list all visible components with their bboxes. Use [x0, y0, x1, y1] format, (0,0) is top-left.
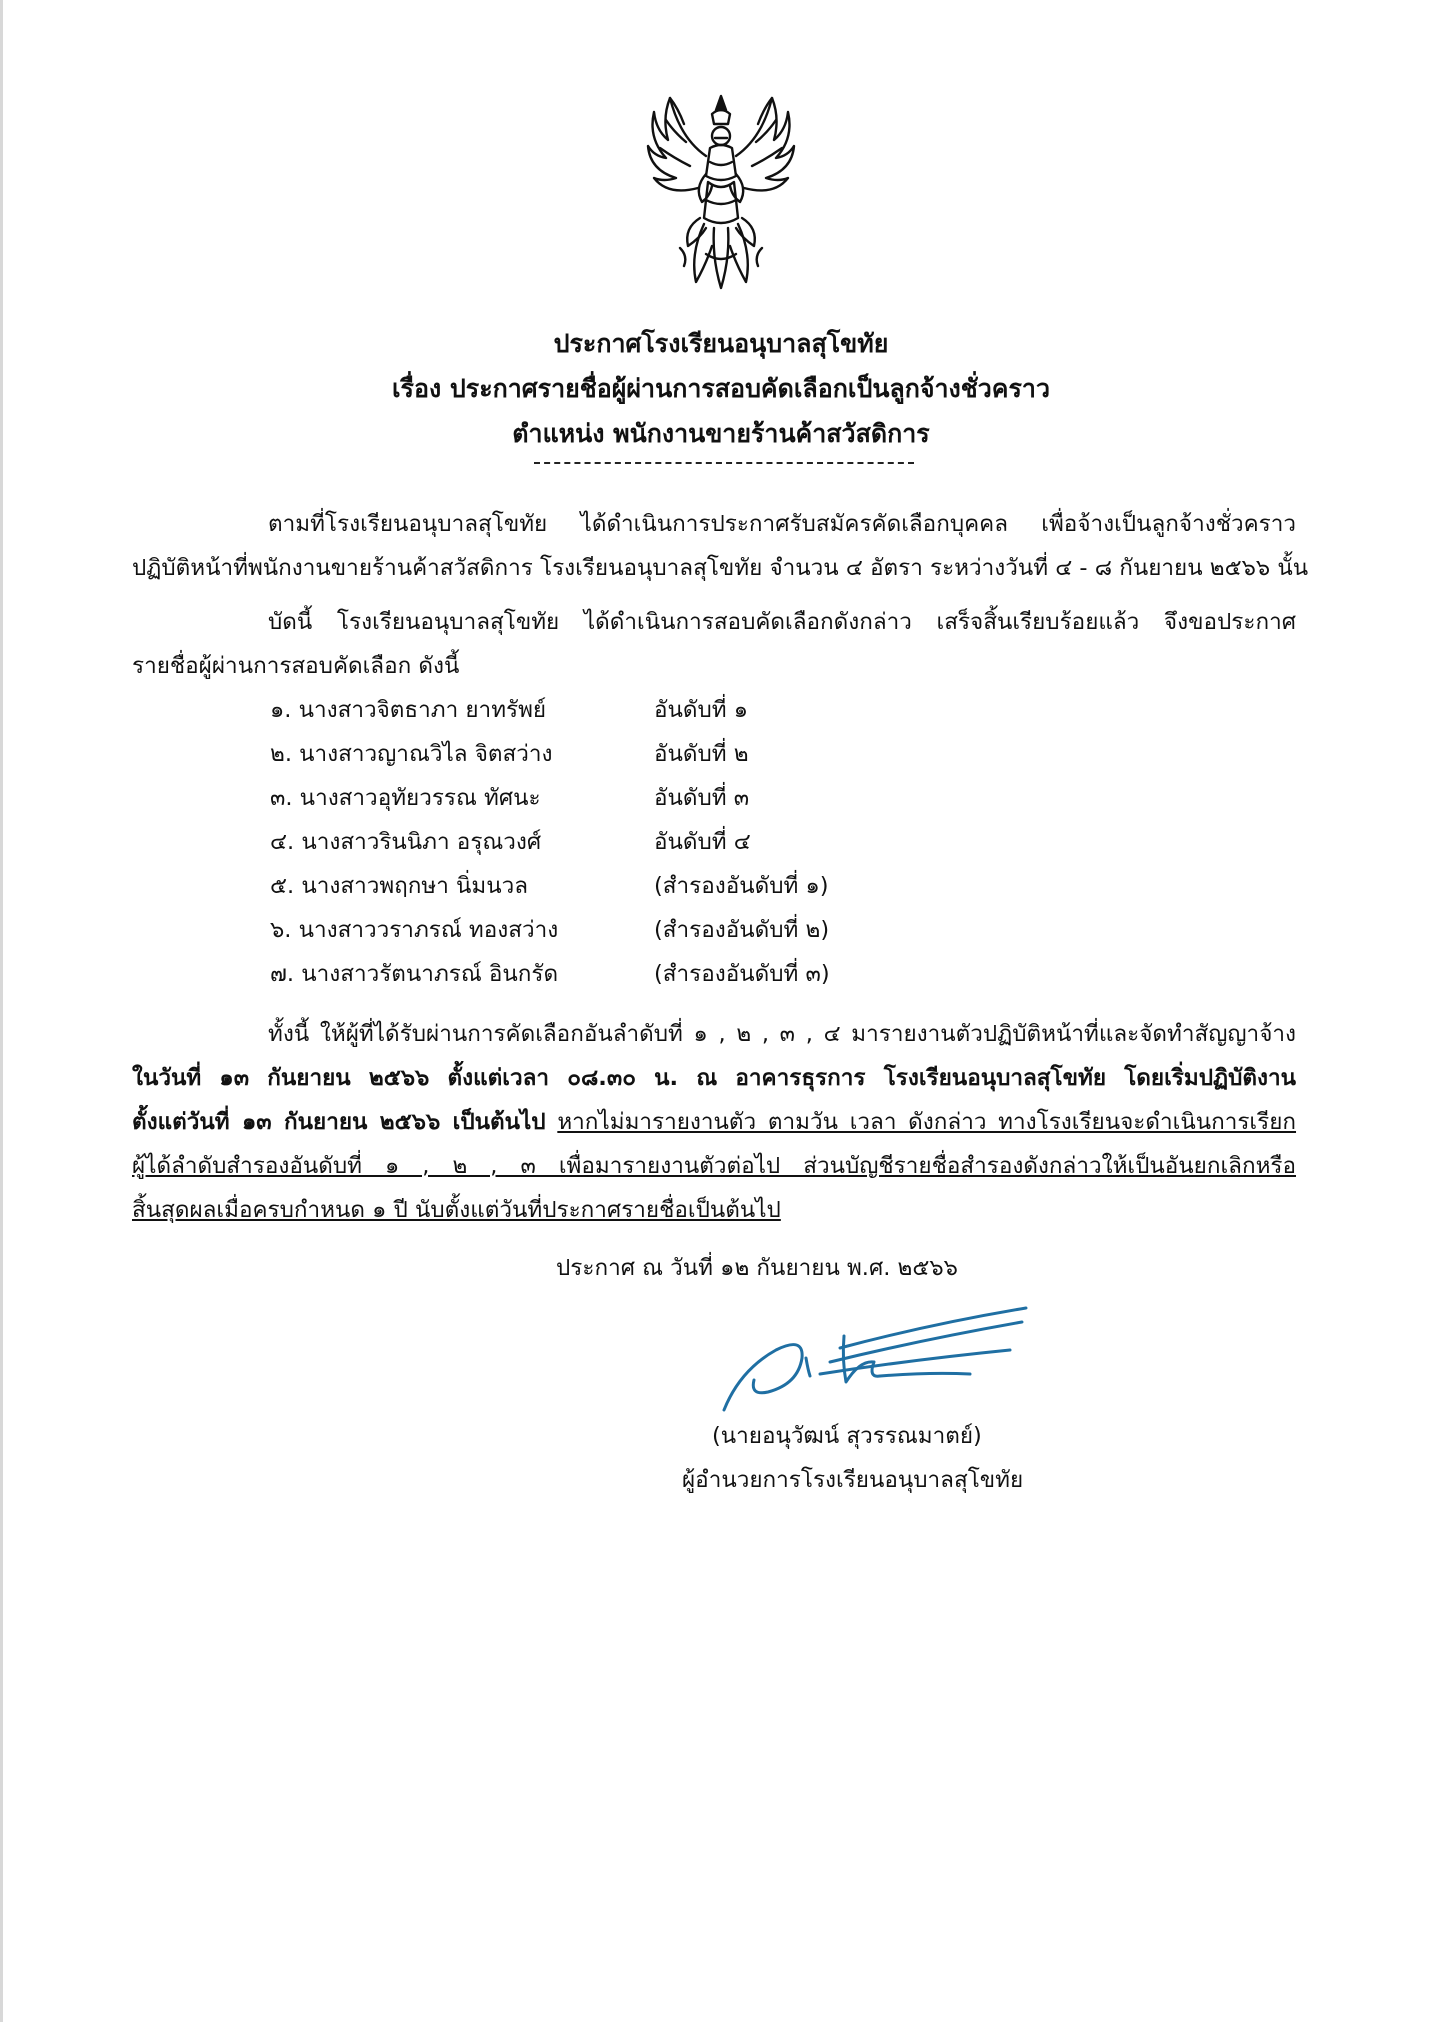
candidate-name: ๔. นางสาวรินนิภา อรุณวงศ์: [270, 829, 542, 855]
candidate-rank: อันดับที่ ๔: [654, 829, 751, 855]
para3-line3-bold: ตั้งแต่วันที่ ๑๓ กันยายน ๒๕๖๖ เป็นต้นไป: [132, 1109, 546, 1135]
garuda-emblem-icon: [640, 78, 802, 293]
para3-line1: ทั้งนี้ ให้ผู้ที่ได้รับผ่านการคัดเลือกอันลำดับที่ ๑ , ๒ , ๓ , ๔ มารายงานตัวปฏิบัติหน้าที่และจัดทำสัญญาจ้าง: [268, 1021, 1296, 1047]
para3-line3-underline: หากไม่มารายงานตัว ตามวัน เวลา ดังกล่าว ทางโรงเรียนจะดำเนินการเรียก: [557, 1109, 1297, 1135]
para3-line2: ในวันที่ ๑๓ กันยายน ๒๕๖๖ ตั้งแต่เวลา ๐๘.๓๐ น. ณ อาคารธุรการ โรงเรียนอนุบาลสุโขทัย โดยเริ่มปฏิบัติงาน: [132, 1065, 1296, 1091]
candidate-name: ๓. นางสาวอุทัยวรรณ ทัศนะ: [270, 785, 541, 811]
candidate-rank: (สำรองอันดับที่ ๑): [654, 873, 829, 899]
candidate-rank: อันดับที่ ๑: [654, 697, 749, 723]
candidate-name: ๗. นางสาวรัตนาภรณ์ อินกรัด: [270, 961, 559, 987]
candidate-name: ๑. นางสาวจิตธาภา ยาทรัพย์: [270, 697, 547, 723]
para2-line1: บัดนี้ โรงเรียนอนุบาลสุโขทัย ได้ดำเนินการสอบคัดเลือกดังกล่าว เสร็จสิ้นเรียบร้อยแล้ว จึงขอประกาศ: [268, 609, 1296, 635]
para1-line2: ปฏิบัติหน้าที่พนักงานขายร้านค้าสวัสดิการ โรงเรียนอนุบาลสุโขทัย จำนวน ๔ อัตรา ระหว่างวันที่ ๔ - ๘ กันยายน ๒๕๖๖ นั้น: [132, 555, 1309, 581]
candidate-rank: อันดับที่ ๒: [654, 741, 749, 767]
para3-line3: [132, 1100, 1296, 1144]
page-edge: [0, 0, 3, 2022]
para3-line4: ผู้ได้ลำดับสำรองอันดับที่ ๑ , ๒ , ๓ เพื่อมารายงานตัวต่อไป ส่วนบัญชีรายชื่อสำรองดังกล่าวให้เป็นอันยกเลิกหรือ: [132, 1153, 1296, 1179]
announcement-subject: เรื่อง ประกาศรายชื่อผู้ผ่านการสอบคัดเลือกเป็นลูกจ้างชั่วคราว: [392, 374, 1050, 403]
signer-position: ผู้อำนวยการโรงเรียนอนุบาลสุโขทัย: [682, 1467, 1024, 1493]
announce-date: ประกาศ ณ วันที่ ๑๒ กันยายน พ.ศ. ๒๕๖๖: [556, 1255, 958, 1281]
candidate-name: ๕. นางสาวพฤกษา นิ่มนวล: [270, 873, 529, 899]
para1-line1: ตามที่โรงเรียนอนุบาลสุโขทัย ได้ดำเนินการประกาศรับสมัครคัดเลือกบุคคล เพื่อจ้างเป็นลูกจ้างชั่วคราว: [268, 511, 1296, 537]
candidate-name: ๒. นางสาวญาณวิไล จิตสว่าง: [270, 741, 553, 767]
header-divider: [534, 462, 914, 464]
candidate-rank: (สำรองอันดับที่ ๓): [654, 961, 830, 987]
announcement-position: ตำแหน่ง พนักงานขายร้านค้าสวัสดิการ: [512, 419, 930, 448]
para3-line5: สิ้นสุดผลเมื่อครบกำหนด ๑ ปี นับตั้งแต่วันที่ประกาศรายชื่อเป็นต้นไป: [132, 1197, 781, 1223]
para2-line2: รายชื่อผู้ผ่านการสอบคัดเลือก ดังนี้: [132, 653, 460, 679]
announcement-title: ประกาศโรงเรียนอนุบาลสุโขทัย: [553, 329, 889, 358]
candidate-rank: อันดับที่ ๓: [654, 785, 750, 811]
candidate-name: ๖. นางสาววราภรณ์ ทองสว่าง: [270, 917, 559, 943]
candidate-rank: (สำรองอันดับที่ ๒): [654, 917, 830, 943]
signature: [710, 1300, 1030, 1430]
signer-name: (นายอนุวัฒน์ สุวรรณมาตย์): [712, 1423, 982, 1449]
